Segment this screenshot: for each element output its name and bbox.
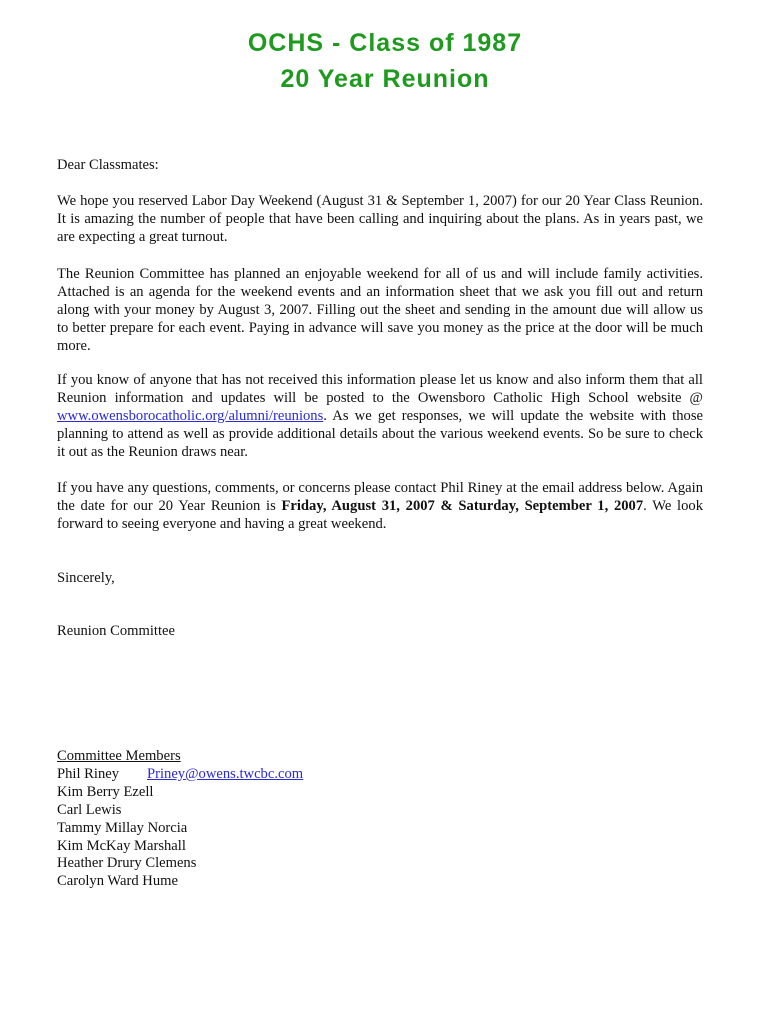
committee-member: Kim McKay Marshall bbox=[57, 837, 186, 854]
committee-member: Carl Lewis bbox=[57, 801, 122, 818]
committee-heading: Committee Members bbox=[57, 748, 181, 764]
member-email-link[interactable]: Priney@owens.twcbc.com bbox=[147, 765, 304, 782]
signature: Reunion Committee bbox=[57, 623, 175, 639]
title-line-2: 20 Year Reunion bbox=[280, 65, 490, 93]
committee-member: Heather Drury Clemens bbox=[57, 855, 197, 872]
paragraph-3 bbox=[57, 372, 703, 462]
committee-member: Tammy Millay Norcia bbox=[57, 819, 188, 836]
paragraph-4 bbox=[57, 480, 703, 534]
committee-member bbox=[57, 766, 457, 784]
paragraph-4-text-b: . We look forward to seeing everyone and having a great weekend. bbox=[57, 497, 703, 532]
paragraph-4-text-a: If you have any questions, comments, or concerns please contact Phil Riney at the email address below. Again the date for our 20 Year Reunion is bbox=[57, 480, 703, 514]
paragraph-1: We hope you reserved Labor Day Weekend (August 31 & September 1, 2007) for our 20 Year Class Reunion. It is amazing the number of people that have been calling and inquiring about the plans. As in years past, we are expecting a great turnout. bbox=[57, 193, 703, 245]
committee-member: Carolyn Ward Hume bbox=[57, 873, 178, 890]
title-line-1: OCHS - Class of 1987 bbox=[247, 29, 523, 57]
paragraph-3-text-a: If you know of anyone that has not received this information please let us know and also inform them that all Reunion information and updates will be posted to the Owensboro Catholic High School website @ bbox=[57, 372, 703, 406]
reunion-dates: Friday, August 31, 2007 & Saturday, September 1, 2007 bbox=[281, 497, 644, 514]
paragraph-2: The Reunion Committee has planned an enjoyable weekend for all of us and will include family activities. Attached is an agenda for the weekend events and an information sheet that we ask you fill out and return along with your money by August 3, 2007. Filling out the sheet and sending in the amount due will allow us to better prepare for each event. Paying in advance will save you money as the price at the door will be much more. bbox=[57, 266, 703, 354]
committee-list bbox=[57, 748, 457, 891]
closing: Sincerely, bbox=[57, 570, 115, 586]
committee-member: Kim Berry Ezell bbox=[57, 783, 154, 800]
paragraph-3-text-b: . As we get responses, we will update the website with those planning to attend as well as provide additional details about the various weekend events. So be sure to check it out as the Reunion draws near. bbox=[57, 407, 703, 460]
reunion-website-link[interactable]: www.owensborocatholic.org/alumni/reunions bbox=[57, 407, 324, 424]
greeting: Dear Classmates: bbox=[57, 157, 159, 173]
member-name: Phil Riney bbox=[57, 765, 120, 782]
